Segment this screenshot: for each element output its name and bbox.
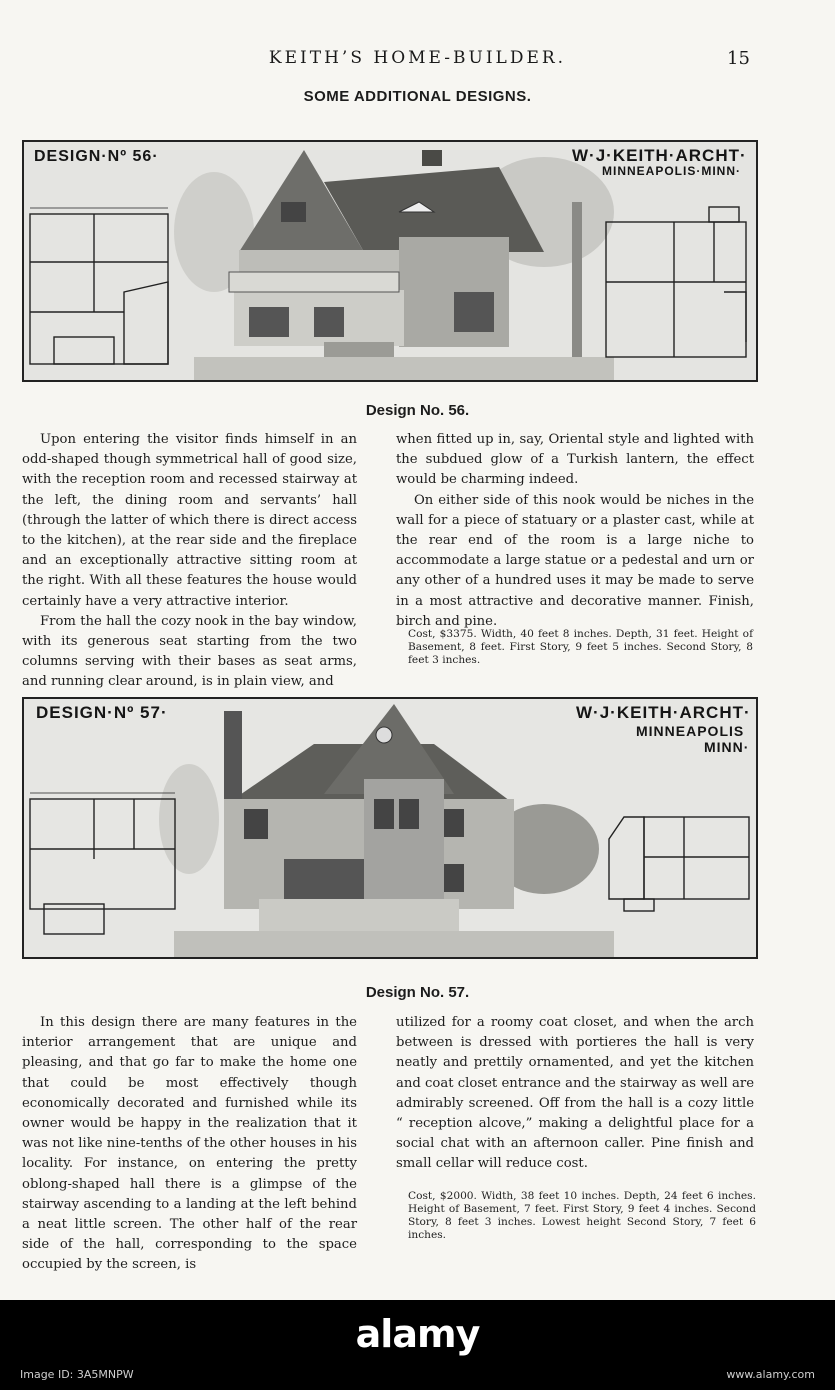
paragraph: Upon entering the visitor finds himself in an odd-shaped though symmetrical hall of good size, with the reception room and recessed stairway at the left, the dining room and servants’ hall (through the latter of which there is direct access to the kitchen), at the rear side and the fireplace and an exceptionally attractive sitting room at the right. With all these features the house would certainly have a very attractive interior. (22, 432, 357, 609)
paragraph: From the hall the cozy nook in the bay window, with its generous seat starting from the two columns serving with their bases as seat arms, and running clear around, is in plain view, and (22, 613, 357, 690)
design-57-plate-label: DESIGN·Nº 57· (36, 703, 168, 722)
design-56-column-left (22, 430, 357, 693)
design-57-specifications: Cost, $2000. Width, 38 feet 10 inches. Depth, 24 feet 6 inches. Height of Basement, 7 feet. First Story, 9 feet 4 inches. Second Story, 8 feet 3 inches. Lowest height Second Story, 7 feet 6 inches. (408, 1190, 756, 1241)
design-56-specifications: Cost, $3375. Width, 40 feet 8 inches. Depth, 31 feet. Height of Basement, 8 feet. First Story, 9 feet 5 inches. Second Story, 8 feet 3 inches. (408, 628, 753, 666)
paragraph: On either side of this nook would be niches in the wall for a piece of statuary or a plaster cast, while at the rear end of the room is a large niche to accommodate a large statue or a pedestal and urn or any other of a hundred uses it may be made to serve in a most attractive and decorative manner. Finish, birch and pine. (396, 492, 754, 629)
design-56-plate (22, 140, 758, 382)
design-56-caption: Design No. 56. (365, 402, 470, 419)
page-number: 15 (727, 48, 750, 69)
design-56-column-right (396, 430, 754, 632)
design-57-city: MINNEAPOLIS (636, 723, 745, 739)
section-title: SOME ADDITIONAL DESIGNS. (303, 88, 532, 105)
paragraph: In this design there are many features in the interior arrangement that are unique and pleasing, and that go far to make the home one that could be most effectively though economically decorated and furnished while its owner would be happy in the realization that it was not like nine-tenths of the other houses in his locality. For instance, on entering the pretty oblong-shaped hall there is a glimpse of the stairway ascending to a landing at the left behind a neat little screen. The other half of the rear side of the hall, corresponding to the space occupied by the screen, is (22, 1015, 357, 1273)
paragraph: utilized for a roomy coat closet, and when the arch between is dressed with portieres the hall is very neatly and prettily ornamented, and yet the kitchen and coat closet entrance and the stairway as well are admirably screened. Off from the hall is a cozy little “ reception alcove,” making a delightful place for a social chat with an afternoon caller. Pine finish and small cellar will reduce cost. (396, 1015, 754, 1172)
design-57-architect: W·J·KEITH·ARCHT· (576, 703, 751, 722)
image-id: Image ID: 3A5MNPW (20, 1368, 134, 1381)
design-56-plate-label: DESIGN·Nº 56· (34, 148, 159, 165)
design-56-city: MINNEAPOLIS·MINN· (602, 164, 741, 178)
site-url: www.alamy.com (726, 1368, 815, 1381)
design-57-state: MINN· (704, 739, 750, 755)
alamy-logo: alamy (355, 1312, 480, 1356)
design-56-architect: W·J·KEITH·ARCHT· (572, 146, 747, 165)
paragraph: when fitted up in, say, Oriental style and lighted with the subdued glow of a Turkish lantern, the effect would be charming indeed. (396, 432, 754, 488)
design-57-column-left (22, 1013, 357, 1276)
design-57-plate (22, 697, 758, 959)
design-57-column-right (396, 1013, 754, 1175)
running-head: KEITH’S HOME-BUILDER. (268, 48, 567, 68)
design-57-caption: Design No. 57. (365, 984, 470, 1001)
